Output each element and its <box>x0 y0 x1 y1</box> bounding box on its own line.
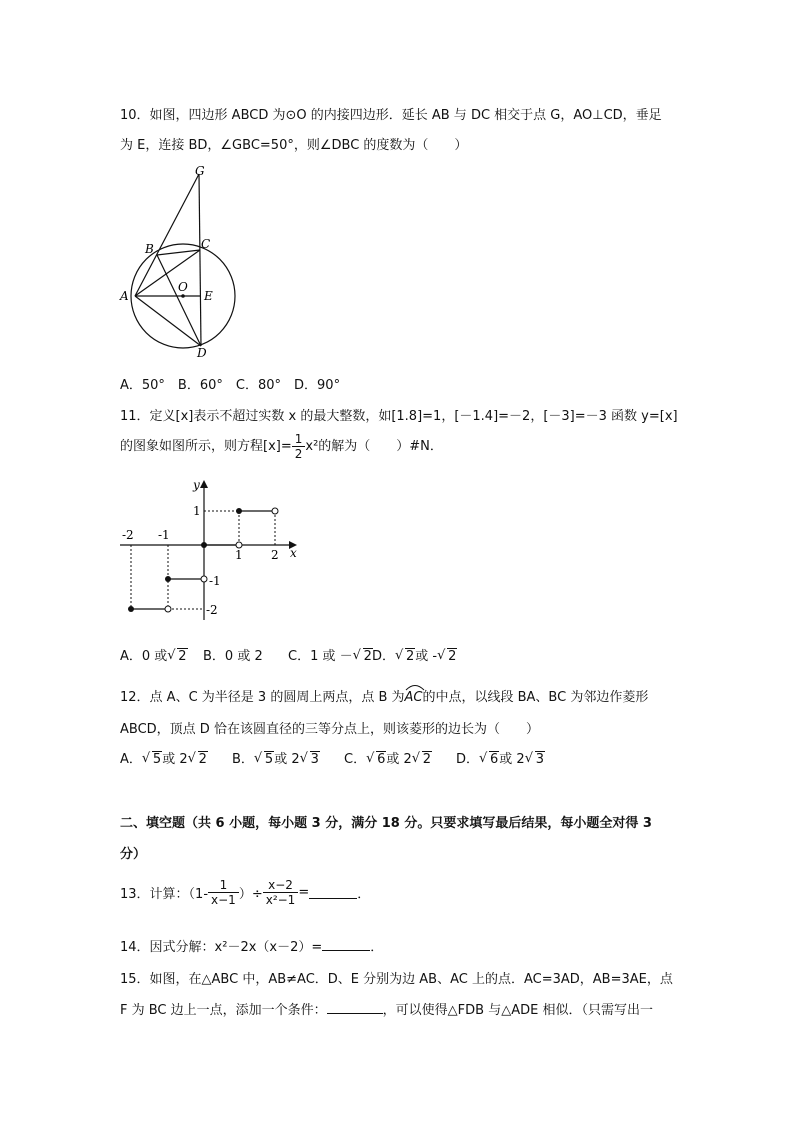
label-e: E <box>204 289 213 303</box>
q10-circle-figure <box>115 160 245 360</box>
q15-answer-blank[interactable] <box>327 1001 383 1014</box>
q13-answer-blank[interactable] <box>309 886 357 899</box>
y-axis-label: y <box>193 478 200 492</box>
y-axis-arrow <box>200 480 208 488</box>
label-g: G <box>195 164 205 178</box>
filled-point-1 <box>236 508 242 514</box>
open-point-neg1-neg2 <box>165 606 171 612</box>
arc-ac: AC <box>405 687 423 705</box>
q11-option-d: D．√ 2或 -√ 2 <box>372 645 457 664</box>
q11-option-a: A．0 或√ 2 <box>120 645 188 664</box>
line-ad <box>135 296 201 346</box>
q11-text-line1 <box>120 405 678 424</box>
line-bd <box>157 255 201 346</box>
tick-x-neg2: -2 <box>122 528 134 542</box>
q14-answer-blank[interactable] <box>322 938 370 951</box>
tick-x-1: 1 <box>235 548 243 562</box>
q13-fraction-2: $\frac{x-2}{\text{x²−1}}$ <box>263 878 299 907</box>
q15-text-line2: F 为 BC 边上一点，添加一个条件： ，可以使得△FDB 与△ADE 相似．（只需写出一 <box>120 1003 653 1018</box>
q11-line1d: －3 <box>548 409 570 424</box>
tick-y-1: 1 <box>193 504 201 518</box>
q11-line1e: ]=－3 函数 y=[x] <box>569 409 678 424</box>
open-point-2-1 <box>272 508 278 514</box>
q12-option-d: D．√ 6或 2√ 3 <box>456 748 545 767</box>
q11-line1c: ]=－2，[ <box>493 409 549 424</box>
q10-options: A．50° B．60° C．80° D．90° <box>120 378 341 393</box>
x-axis-label: x <box>290 546 297 560</box>
q11-line2b: x²的解为（ ）#N． <box>305 439 443 454</box>
q11-fraction: $\frac{1}{2}$ <box>292 432 306 461</box>
filled-point-neg2 <box>128 606 134 612</box>
q11-option-c: C．1 或 －√ 2 <box>288 645 373 664</box>
label-c: C <box>201 237 211 251</box>
q10-text-line1: 10．如图，四边形 ABCD 为⊙O 的内接四边形．延长 AB 与 DC 相交于点 G，AO⊥CD，垂足 <box>120 108 662 123</box>
q11-line1a: 11．定义[x]表示不超过实数 x 的最大整数，如[1.8]=1，[ <box>120 409 460 424</box>
label-b: B <box>145 242 154 256</box>
q11-line1b: －1.4 <box>459 409 494 424</box>
tick-x-neg1: -1 <box>158 528 170 542</box>
q12-option-c: C．√ 6或 2√ 2 <box>344 748 432 767</box>
q11-text-line2 <box>120 432 443 461</box>
label-d: D <box>197 346 207 360</box>
label-a: A <box>120 289 129 303</box>
open-point-0-neg1 <box>201 576 207 582</box>
q12-option-b: B．√ 5或 2√ 3 <box>232 748 320 767</box>
line-ac <box>135 250 200 296</box>
q15-text-line1: 15．如图，在△ABC 中，AB≠AC．D、E 分别为边 AB、AC 上的点．AC=3AD，AB=3AE，点 <box>120 972 673 987</box>
q11-option-b: B．0 或 2 <box>203 649 263 664</box>
center-point-o <box>181 294 185 298</box>
filled-point-neg1 <box>165 576 171 582</box>
section2-heading-line1: 二、填空题（共 6 小题，每小题 3 分，满分 18 分。只要求填写最后结果，每小题全对得 3 <box>120 816 652 831</box>
tick-y-neg2: -2 <box>206 603 218 617</box>
q11-line2a: 的图象如图所示，则方程[x]= <box>120 439 292 454</box>
tick-x-2: 2 <box>271 548 279 562</box>
filled-point-0 <box>201 542 207 548</box>
q10-text-line2: 为 E，连接 BD，∠GBC=50°，则∠DBC 的度数为（ ） <box>120 138 468 153</box>
q12-option-a: A．√ 5或 2√ 2 <box>120 748 208 767</box>
line-ag <box>135 174 199 296</box>
line-gd <box>199 174 201 346</box>
q12-text-line1: 12．点 A、C 为半径是 3 的圆周上两点，点 B 为AC 的中点，以线段 BA、BC 为邻边作菱形 <box>120 686 648 705</box>
q14-text: 14．因式分解：x²－2x（x－2）= ． <box>120 940 384 955</box>
q11-step-graph <box>115 475 310 625</box>
q13-text: 13．计算：（1- $\frac{1}{x-1}$ ）÷ $\frac{x-2}{\text{x²−1}}$ = ． <box>120 878 371 907</box>
label-o: O <box>178 280 188 294</box>
section2-heading-line2: 分） <box>120 847 147 862</box>
q13-fraction-1: $\frac{1}{x-1}$ <box>208 878 239 907</box>
q12-text-line2: ABCD，顶点 D 恰在该圆直径的三等分点上，则该菱形的边长为（ ） <box>120 722 539 737</box>
tick-y-neg1: -1 <box>209 574 221 588</box>
